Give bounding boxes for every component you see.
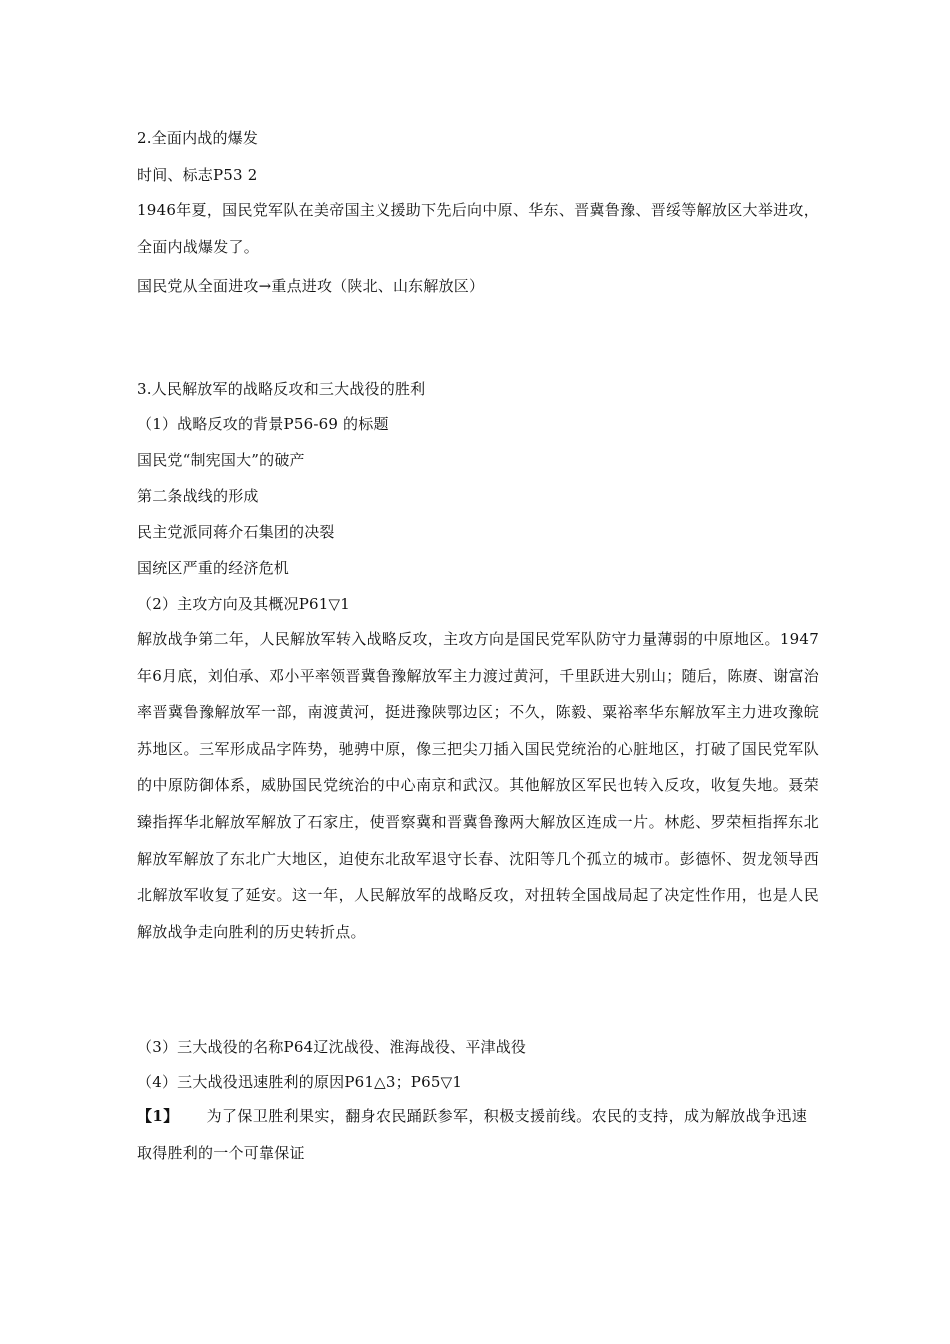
note-label: 【1】 [137,1107,179,1125]
note-text: 为了保卫胜利果实，翻身农民踊跃参军，积极支援前线。农民的支持，成为解放战争迅速取得胜利的一个可靠保证 [137,1107,807,1162]
section2-line: 国民党从全面进攻→重点进攻（陕北、山东解放区） [137,277,485,295]
background-item: 民主党派同蒋介石集团的决裂 [137,523,335,541]
section2-ref: 时间、标志P53 2 [137,166,258,184]
background-item: 国民党“制宪国大”的破产 [137,451,305,469]
section2-heading: 2.全面内战的爆发 [137,129,259,147]
note-paragraph [137,1098,807,1171]
section3-heading: 3.人民解放军的战略反攻和三大战役的胜利 [137,380,426,398]
counteroffensive-paragraph: 解放战争第二年，人民解放军转入战略反攻，主攻方向是国民党军队防守力量薄弱的中原地区。1947年6月底，刘伯承、邓小平率领晋冀鲁豫解放军主力渡过黄河，千里跃进大别山；随后，陈赓、谢富治率晋冀鲁豫解放军一部，南渡黄河，挺进豫陕鄂边区；不久，陈毅、粟裕率华东解放军主力进攻豫皖苏地区。三军形成品字阵势，驰骋中原，像三把尖刀插入国民党统治的心脏地区，打破了国民党军队的中原防御体系，威胁国民党统治的中心南京和武汉。其他解放区军民也转入反攻，收复失地。聂荣臻指挥华北解放军解放了石家庄，使晋察冀和晋冀鲁豫两大解放区连成一片。林彪、罗荣桓指挥东北解放军解放了东北广大地区，迫使东北敌军退守长春、沈阳等几个孤立的城市。彭德怀、贺龙领导西北解放军收复了延安。这一年，人民解放军的战略反攻，对扭转全国战局起了决定性作用，也是人民解放战争走向胜利的历史转折点。 [137,630,819,941]
background-item: 国统区严重的经济危机 [137,559,290,577]
section3-sub1: （1）战略反攻的背景P56-69 的标题 [137,415,389,433]
section3-sub2: （2）主攻方向及其概况P61▽1 [137,595,351,613]
section3-sub4: （4）三大战役迅速胜利的原因P61△3；P65▽1 [137,1073,463,1091]
section2-paragraph: 1946年夏，国民党军队在美帝国主义援助下先后向中原、华东、晋冀鲁豫、晋绥等解放区大举进攻，全面内战爆发了。 [137,201,819,256]
background-item: 第二条战线的形成 [137,487,259,505]
section3-sub3: （3）三大战役的名称P64辽沈战役、淮海战役、平津战役 [137,1038,527,1056]
